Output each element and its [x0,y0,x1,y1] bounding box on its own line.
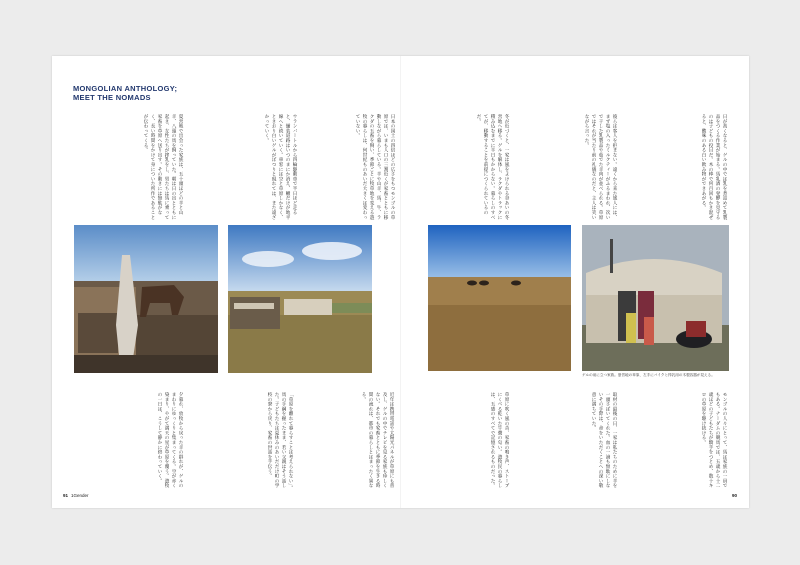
photo-family-at-ger [582,225,729,371]
text-column: 彼らは客人を拒まない。遠くから来た旅人には、まず塩の入ったミルクティーがふるまわれ、次いで干した乳製品や茹でた羊肉が並べられる。草原ではそれが当たり前の礼儀なのだと、主人は笑いながら言った。 [584,114,617,220]
gutter [400,56,401,508]
text-column: 取材の最後の日、一家は私たちのために羊を一頭さばいてくれた。血の一滴も無駄にしないその手際は、命をいただくことへの深い敬意に満ちていた。 [591,392,617,488]
text-column: 冬が近づくと、一家は風をよけられる谷あいの冬営地へ移る。ゲルを解体し、ラクダやトラックに積み込むまでに半日もかからない。暮らしのすべてが、移動することを前提につくられているのだ。 [476,114,509,220]
text-column: 近年は携帯電話や太陽光パネルが草原にも普及し、ゲルの中でテレビを見る家族も珍しくない。それでも家畜とともに季節を生きる時間の流れは、都市の暮らしとはまったく異なる。 [361,392,394,488]
photo-wooden-huts [228,225,372,373]
text-column: 夕暮れ、放牧から戻った羊の群れが、ゲルのまわりにゆっくりと集まってくる。空が赤く染まり、やがて満天の星が草原を覆う。遊牧の一日は、こうして静かに終わっていく。 [157,392,183,488]
horse-photo-image [74,225,218,373]
article-title [73,84,177,102]
right-page-number: 90 [732,493,738,498]
text-column: 日本の国土の四倍ほどの広さをもつモンゴルの草原では、いまも人口の三割近くが家畜とともに移動しながら暮らしている。羊や山羊、馬、牛、ラクダの五畜を飼い、季節ごとに牧草地を変える遊牧の暮らしは、何世紀ものあいだ大きくは変わっていない。 [355,114,395,220]
text-column: 草原に吹く風の音、家畜の鳴き声、ストーブにくべる乾いた牛糞の匂い。遊牧民の暮らしは、五感のすべてで記憶されるものだった。 [490,392,509,488]
left-page-number: 91 [63,493,69,498]
photo-camels-on-steppe [428,225,571,371]
text-column: ウランバートルから四輪駆動車で半日ほど走ると、舗装道路はいつのまにか消え、轍だけが地平線へと続いていく。車窓には空と草原しかなく、ときおり白いゲルがぽつりと現れては、また遠ざかっていく。 [264,114,297,220]
folio-left [63,493,89,498]
photo-caption: ゲルの前に立つ家族。夏営地の草原、左手にバイクと搾乳用の木製容器が見える。 [582,373,715,377]
text-column: 夏営地で出会った家族は、五十頭ほどの羊と山羊、八頭の馬を飼っていた。朝は日の出とともに起き、女性たちが搾乳をし、男たちは馬に乗って家畜を草原へ送り出す。その動きには無駄がなく、長い時間をかけて身についた所作であることが伝わってくる。 [143,114,183,220]
magazine-spread [52,56,749,508]
title-line-1: MONGOLIAN ANTHOLOGY; [73,84,178,93]
ger-photo-image [582,225,729,371]
photo-horse-and-saddle [74,225,218,373]
magazine-name: 1Gender [71,493,89,498]
text-column: 日が高くなると、ゲルの中では乳を煮詰めて乳製品をつくる作業が始まる。馬乳酒の発酵を見守るのは子どもの役目だ。木の棒で何百回もかき混ぜると、酸味のある白い飲み物ができあがる。 [701,114,727,220]
text-column: モンゴルの人々にとって、馬は家族の一員でもある。ナーダムの競馬では、五歳から十二歳ほどの子どもたちが騎手をつとめ、数十キロの草原を駆け抜ける。 [701,392,727,488]
text-column: 「草原を離れて暮らすことは考えられない」。馬の手綱を握ったまま、若い父親はそう話した。子どもたちは夏休みのあいだだけ町の学校の寮から戻り、家畜の世話を手伝う。 [267,392,293,491]
title-line-2: MEET THE NOMADS [73,93,151,102]
camels-photo-image [428,225,571,371]
huts-photo-image [228,225,372,373]
